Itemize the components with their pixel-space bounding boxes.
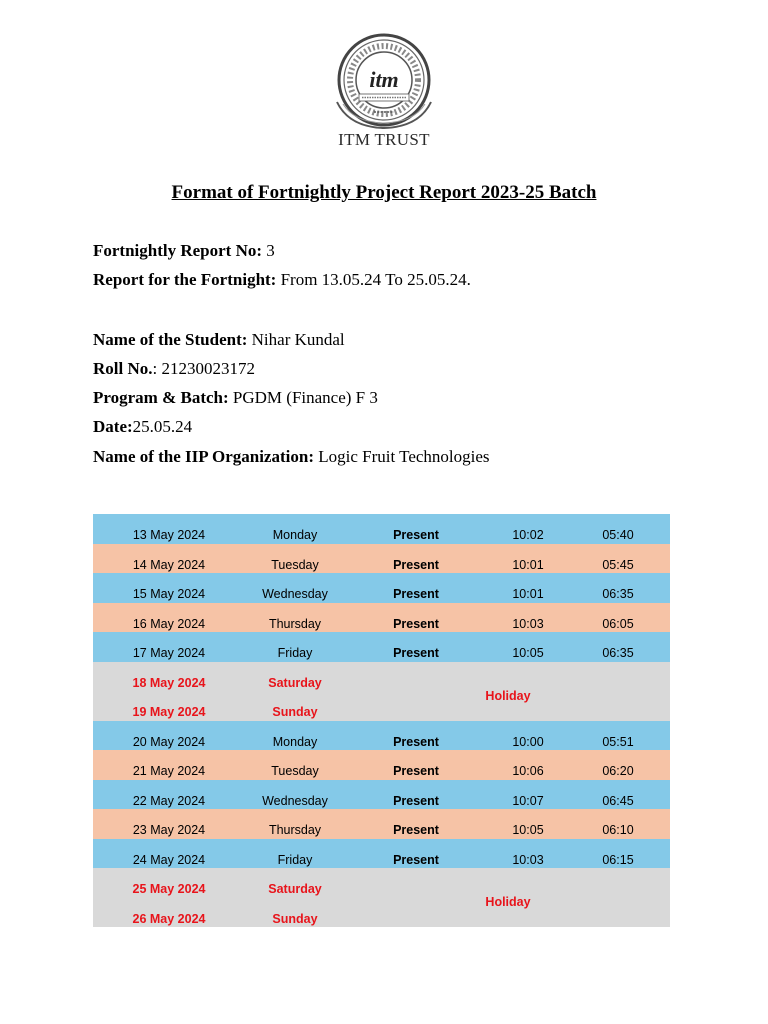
- status-cell: Present: [393, 734, 439, 749]
- day-cell: Thursday: [268, 616, 322, 631]
- organization-value: Logic Fruit Technologies: [313, 447, 490, 466]
- day-cell: Tuesday: [271, 764, 319, 778]
- out-time-cell: 06:35: [602, 646, 634, 660]
- status-cell: Present: [393, 646, 439, 660]
- date-label: Date:: [93, 417, 133, 436]
- date-cell: 14 May 2024: [132, 557, 206, 572]
- day-cell: Wednesday: [262, 793, 328, 808]
- in-time-cell: 10:02: [512, 528, 544, 542]
- attendance-row: [93, 603, 670, 633]
- date-cell: 23 May 2024: [132, 823, 206, 837]
- holiday-row: [93, 868, 670, 898]
- out-time-cell: 05:40: [602, 528, 634, 542]
- date-cell: 16 May 2024: [132, 616, 206, 631]
- fortnight-label: Report for the Fortnight:: [93, 270, 277, 289]
- out-time-cell: 06:15: [602, 852, 634, 867]
- fortnight-value: From 13.05.24 To 25.05.24.: [276, 270, 471, 289]
- day-cell: Sunday: [272, 911, 318, 926]
- in-time-cell: 10:01: [512, 557, 544, 572]
- itm-trust-logo: [329, 32, 439, 152]
- attendance-row: [93, 809, 670, 839]
- holiday-block: [93, 662, 670, 721]
- program-batch-field: [93, 388, 378, 408]
- report-number-field: [93, 241, 275, 261]
- date-cell: 22 May 2024: [132, 793, 206, 808]
- logo-lettering: ITM TRUST: [338, 130, 430, 149]
- attendance-row: [93, 632, 670, 662]
- attendance-row: [93, 750, 670, 780]
- date-cell: 18 May 2024: [132, 675, 206, 690]
- day-cell: Friday: [277, 646, 313, 660]
- day-cell: Saturday: [268, 882, 322, 896]
- in-time-cell: 10:05: [512, 823, 544, 837]
- student-name-value: Nihar Kundal: [247, 330, 345, 349]
- roll-number-label: Roll No.: [93, 359, 153, 378]
- out-time-cell: 06:10: [602, 823, 634, 837]
- date-value: 25.05.24: [132, 417, 193, 436]
- attendance-row: [93, 573, 670, 603]
- program-batch-label: Program & Batch:: [93, 388, 229, 407]
- holiday-row: [93, 898, 670, 928]
- status-cell: Present: [393, 823, 439, 837]
- date-cell: 19 May 2024: [132, 705, 206, 719]
- day-cell: Thursday: [268, 823, 322, 837]
- organization-label: Name of the IIP Organization:: [93, 447, 314, 466]
- in-time-cell: 10:03: [512, 616, 544, 631]
- status-cell: Present: [393, 793, 439, 808]
- holiday-label: Holiday: [485, 895, 531, 909]
- in-time-cell: 10:06: [512, 764, 544, 778]
- in-time-cell: 10:03: [512, 852, 544, 867]
- out-time-cell: 05:45: [602, 557, 634, 572]
- day-cell: Monday: [272, 528, 318, 542]
- report-number-value: 3: [262, 241, 275, 260]
- status-cell: Present: [393, 764, 439, 778]
- student-name-field: [93, 330, 345, 350]
- date-cell: 24 May 2024: [132, 852, 206, 867]
- program-batch-value: PGDM (Finance) F 3: [228, 388, 378, 407]
- date-field: [93, 417, 192, 437]
- in-time-cell: 10:05: [512, 646, 544, 660]
- in-time-cell: 10:07: [512, 793, 544, 808]
- status-cell: Present: [393, 587, 439, 601]
- fortnight-field: [93, 270, 471, 290]
- status-cell: Present: [393, 852, 439, 867]
- status-cell: Present: [393, 557, 439, 572]
- day-cell: Sunday: [272, 705, 318, 719]
- out-time-cell: 06:05: [602, 616, 634, 631]
- day-cell: Monday: [272, 734, 318, 749]
- out-time-cell: 06:35: [602, 587, 634, 601]
- page-title: Format of Fortnightly Project Report 2023-25 Batch: [171, 182, 597, 203]
- organization-field: [93, 447, 490, 467]
- student-name-label: Name of the Student:: [93, 330, 248, 349]
- date-cell: 26 May 2024: [132, 911, 206, 926]
- holiday-row: [93, 662, 670, 692]
- attendance-row: [93, 514, 670, 544]
- attendance-row: [93, 780, 670, 810]
- out-time-cell: 06:45: [602, 793, 634, 808]
- date-cell: 25 May 2024: [132, 882, 206, 896]
- report-number-label: Fortnightly Report No:: [93, 241, 263, 260]
- date-cell: 15 May 2024: [132, 587, 206, 601]
- date-cell: 20 May 2024: [132, 734, 206, 749]
- day-cell: Tuesday: [271, 557, 319, 572]
- day-cell: Saturday: [268, 675, 322, 690]
- attendance-row: [93, 839, 670, 869]
- date-cell: 13 May 2024: [132, 528, 206, 542]
- day-cell: Friday: [277, 852, 313, 867]
- status-cell: Present: [393, 616, 439, 631]
- itm-seal-icon: [329, 32, 439, 132]
- out-time-cell: 05:51: [602, 734, 634, 749]
- attendance-row: [93, 544, 670, 574]
- date-cell: 21 May 2024: [132, 764, 206, 778]
- day-cell: Wednesday: [262, 587, 328, 601]
- in-time-cell: 10:00: [512, 734, 544, 749]
- roll-number-value: : 21230023172: [152, 359, 255, 378]
- holiday-row: [93, 691, 670, 721]
- date-cell: 17 May 2024: [132, 646, 206, 660]
- attendance-table: [93, 514, 670, 927]
- roll-number-field: [93, 359, 255, 379]
- out-time-cell: 06:20: [602, 764, 634, 778]
- svg-text:itm: itm: [369, 67, 399, 92]
- status-cell: Present: [393, 528, 439, 542]
- in-time-cell: 10:01: [512, 587, 544, 601]
- holiday-block: [93, 868, 670, 927]
- holiday-label: Holiday: [485, 688, 531, 703]
- attendance-row: [93, 721, 670, 751]
